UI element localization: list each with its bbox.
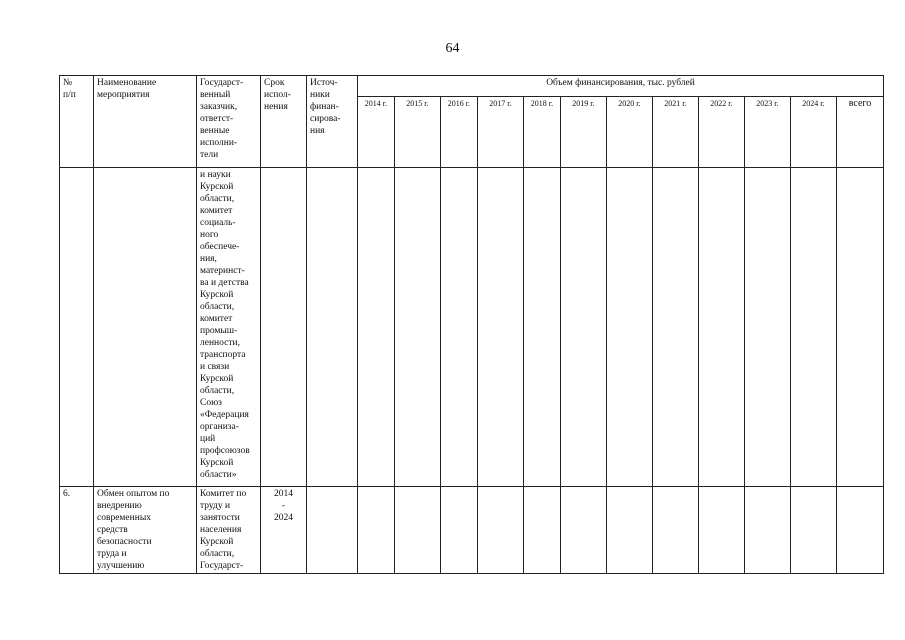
cell-value	[745, 168, 791, 487]
header-year: 2017 г.	[478, 97, 524, 168]
cell-value	[561, 168, 607, 487]
cell-value	[745, 487, 791, 574]
header-funding: Объем финансирования, тыс. рублей	[358, 76, 884, 97]
header-executor: Государст- венный заказчик, ответст- венные исполни- тели	[197, 76, 261, 168]
cell-value	[561, 487, 607, 574]
page-number: 64	[445, 41, 460, 56]
header-year: 2023 г.	[745, 97, 791, 168]
cell-name: Обмен опытом по внедрению современных средств безопасности труда и улучшению	[94, 487, 197, 574]
cell-executor: и науки Курской области, комитет социаль- ного обеспече- ния, материнст- ва и детства Курской области, комитет промыш- ленности, транспорта и связи Курской области, Союз «Федерация организа- ций профсоюзов Курской области»	[197, 168, 261, 487]
header-term: Срок испол- нения	[261, 76, 307, 168]
header-year: 2015 г.	[395, 97, 441, 168]
cell-name	[94, 168, 197, 487]
cell-value	[607, 487, 653, 574]
cell-value	[837, 168, 884, 487]
cell-source	[307, 487, 358, 574]
header-year: 2021 г.	[653, 97, 699, 168]
cell-executor: Комитет по труду и занятости населения Курской области, Государст-	[197, 487, 261, 574]
cell-value	[358, 487, 395, 574]
funding-table	[59, 75, 884, 574]
cell-value	[699, 487, 745, 574]
header-year: 2014 г.	[358, 97, 395, 168]
cell-value	[524, 168, 561, 487]
cell-value	[837, 487, 884, 574]
cell-term	[261, 168, 307, 487]
cell-value	[791, 168, 837, 487]
cell-value	[478, 487, 524, 574]
cell-value	[358, 168, 395, 487]
header-source: Источ- ники финан- сирова- ния	[307, 76, 358, 168]
cell-value	[607, 168, 653, 487]
table-row	[60, 487, 884, 574]
table-row	[60, 168, 884, 487]
header-year: 2022 г.	[699, 97, 745, 168]
cell-num	[60, 168, 94, 487]
cell-value	[653, 168, 699, 487]
cell-value	[441, 168, 478, 487]
header-year: 2018 г.	[524, 97, 561, 168]
header-row	[60, 76, 884, 97]
header-num: № п/п	[60, 76, 94, 168]
header-name: Наименование мероприятия	[94, 76, 197, 168]
header-year: 2019 г.	[561, 97, 607, 168]
header-total: всего	[837, 97, 884, 168]
cell-value	[791, 487, 837, 574]
cell-value	[478, 168, 524, 487]
cell-term: 2014 - 2024	[261, 487, 307, 574]
cell-value	[699, 168, 745, 487]
header-year: 2020 г.	[607, 97, 653, 168]
cell-value	[524, 487, 561, 574]
cell-source	[307, 168, 358, 487]
header-year: 2024 г.	[791, 97, 837, 168]
cell-value	[395, 168, 441, 487]
cell-value	[441, 487, 478, 574]
cell-value	[395, 487, 441, 574]
cell-num: 6.	[60, 487, 94, 574]
cell-value	[653, 487, 699, 574]
header-year: 2016 г.	[441, 97, 478, 168]
